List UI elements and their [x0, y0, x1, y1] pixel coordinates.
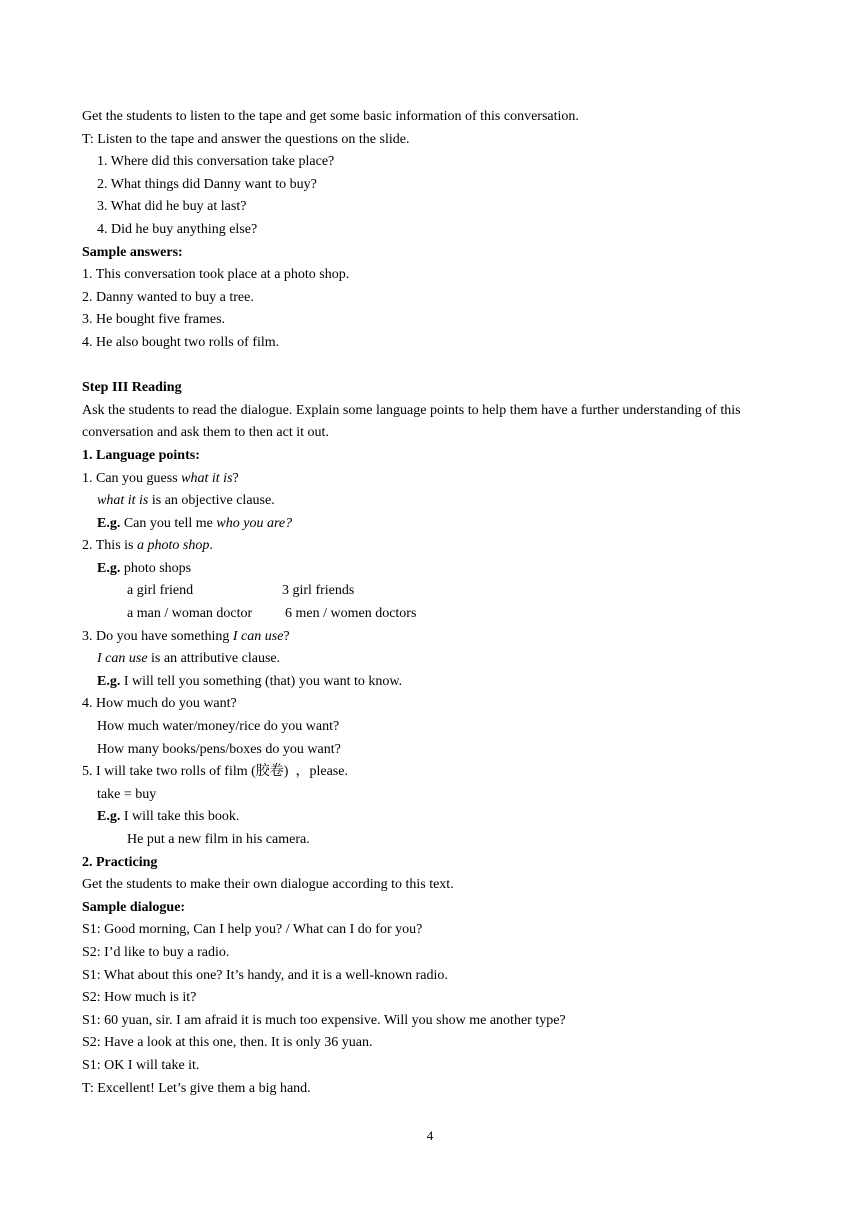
dialogue-line: S1: Good morning, Can I help you? / What can I do for you?	[82, 922, 423, 938]
answers-heading: Sample answers:	[82, 244, 183, 260]
answer-item: 1. This conversation took place at a photo shop.	[82, 267, 350, 283]
practice-heading: 2. Practicing	[82, 854, 158, 870]
document-page	[82, 106, 782, 1100]
question-item: 1. Where did this conversation take place?	[97, 154, 335, 170]
practice-instruction: Get the students to make their own dialogue according to this text.	[82, 877, 454, 893]
answer-item: 4. He also bought two rolls of film.	[82, 334, 280, 350]
language-point-1: 1. Can you guess what it is?	[82, 470, 239, 486]
teacher-instruction: T: Listen to the tape and answer the questions on the slide.	[82, 131, 410, 147]
language-point-note: take = buy	[97, 786, 157, 802]
example-row: a man / woman doctor 6 men / women doctors	[127, 606, 417, 622]
example-line: He put a new film in his camera.	[127, 832, 310, 847]
example-line: How many books/pens/boxes do you want?	[97, 741, 341, 757]
dialogue-line: S1: What about this one? It’s handy, and it is a well-known radio.	[82, 967, 448, 983]
dialogue-line: T: Excellent! Let’s give them a big hand.	[82, 1080, 311, 1096]
dialogue-line: S1: 60 yuan, sir. I am afraid it is much too expensive. Will you show me another type?	[82, 1012, 566, 1028]
language-point-note: what it is is an objective clause.	[97, 493, 275, 509]
language-point-4: 4. How much do you want?	[82, 696, 237, 712]
question-item: 4. Did he buy anything else?	[97, 221, 258, 237]
dialogue-line: S1: OK I will take it.	[82, 1057, 200, 1073]
reading-instruction: Ask the students to read the dialogue. Explain some language points to help them have a further understanding of this conversation and ask them to then act it out.	[82, 402, 741, 441]
dialogue-line: S2: How much is it?	[82, 990, 197, 1006]
page-number: 4	[426, 1128, 434, 1143]
section-heading: Step III Reading	[82, 380, 182, 396]
language-points-heading: 1. Language points:	[82, 447, 200, 463]
language-point-5: 5. I will take two rolls of film (胶卷) ，please.	[82, 764, 348, 780]
language-point-3: 3. Do you have something I can use?	[82, 628, 290, 644]
language-point-note: I can use is an attributive clause.	[97, 651, 281, 667]
example-line: E.g. I will take this book.	[97, 809, 240, 825]
dialogue-line: S2: I’d like to buy a radio.	[82, 944, 230, 960]
dialogue-line: S2: Have a look at this one, then. It is only 36 yuan.	[82, 1035, 373, 1051]
example-line: E.g. Can you tell me who you are?	[97, 515, 293, 531]
question-item: 2. What things did Danny want to buy?	[97, 176, 317, 192]
answer-item: 3. He bought five frames.	[82, 312, 226, 328]
example-line: E.g. I will tell you something (that) you want to know.	[97, 673, 403, 689]
language-point-2: 2. This is a photo shop.	[82, 538, 213, 554]
example-line: E.g. photo shops	[97, 560, 192, 576]
question-item: 3. What did he buy at last?	[97, 199, 247, 215]
intro-line: Get the students to listen to the tape and get some basic information of this conversation.	[82, 109, 579, 124]
example-line: How much water/money/rice do you want?	[97, 719, 340, 735]
dialogue-heading: Sample dialogue:	[82, 899, 186, 915]
answer-item: 2. Danny wanted to buy a tree.	[82, 289, 254, 305]
example-row: a girl friend 3 girl friends	[127, 583, 355, 599]
